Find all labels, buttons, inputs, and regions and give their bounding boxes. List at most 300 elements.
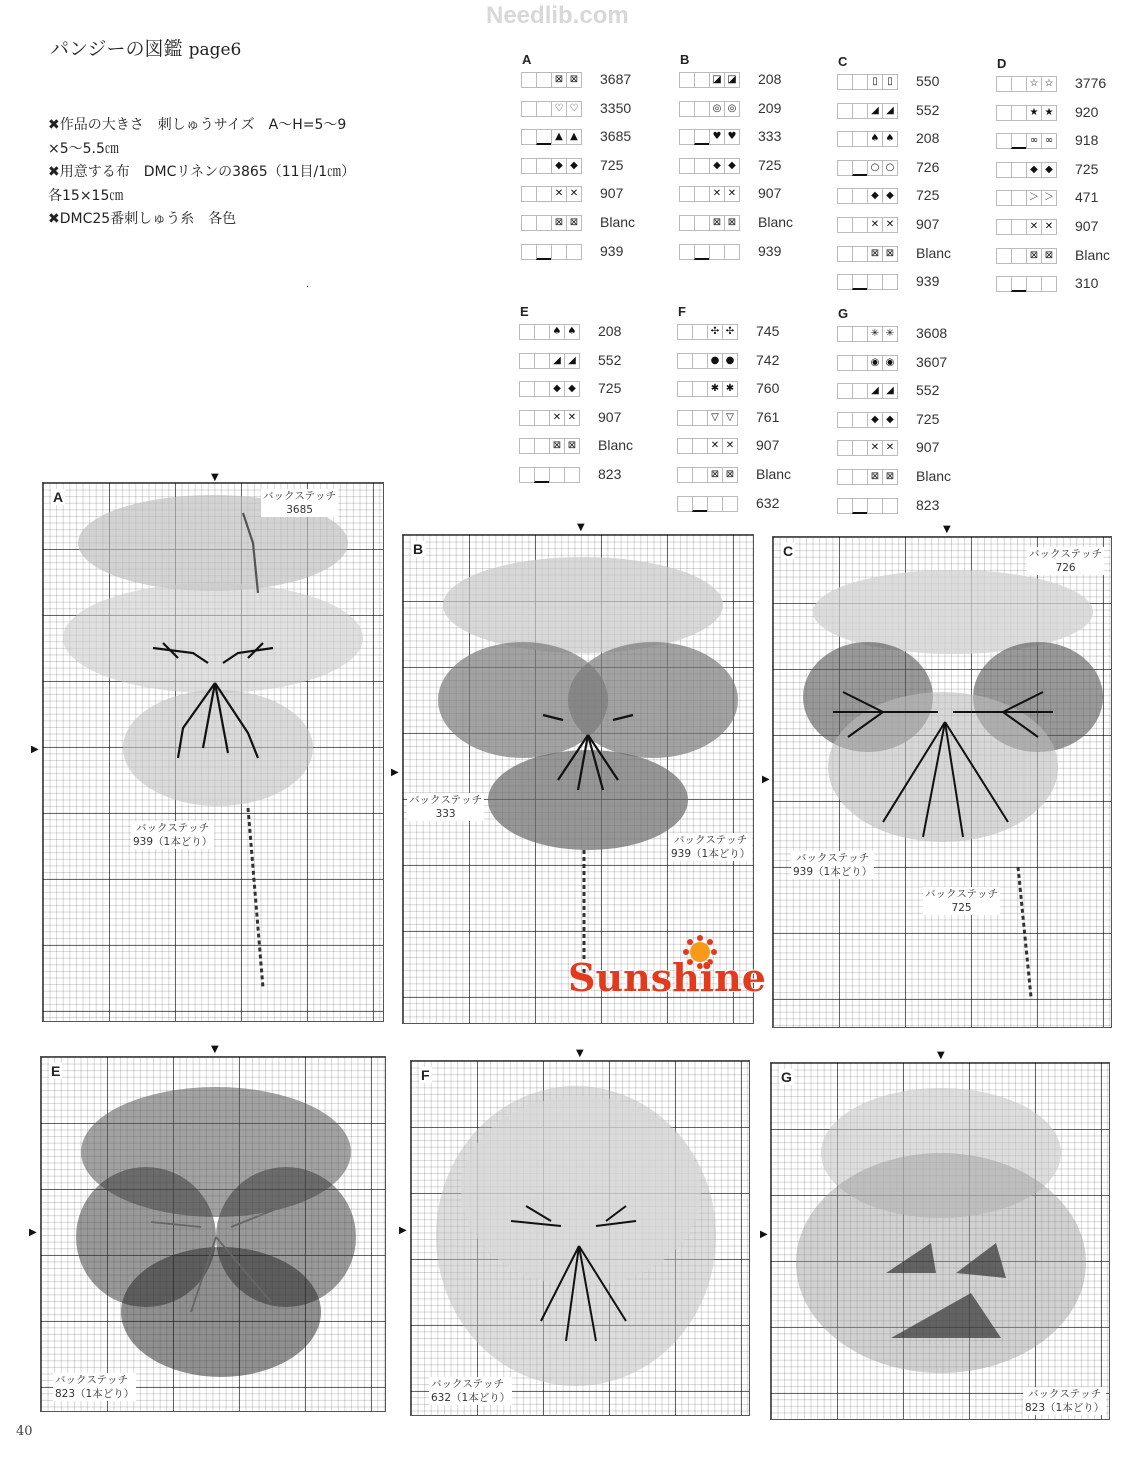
legend-swatch	[678, 381, 738, 397]
legend-swatch	[520, 353, 580, 369]
stitch-symbol-icon	[852, 412, 868, 428]
legend-row	[997, 186, 1142, 215]
dmc-color-code: 333	[758, 128, 782, 145]
stitch-symbol-icon: ⊠	[707, 467, 723, 483]
dmc-color-code: 760	[756, 380, 780, 397]
stitch-symbol-icon	[519, 467, 535, 483]
legend-row	[680, 182, 830, 211]
stitch-symbol-icon: ⊠	[724, 215, 740, 231]
legend-swatch	[838, 440, 898, 456]
legend-row	[838, 184, 988, 213]
legend-swatch	[680, 215, 740, 231]
stitch-symbol-icon	[521, 186, 537, 202]
annotation-b-2	[669, 833, 752, 861]
legend-row	[520, 320, 670, 349]
dmc-color-code: Blanc	[756, 465, 792, 482]
legend-row	[997, 129, 1142, 158]
stitch-symbol-icon	[519, 353, 535, 369]
dmc-color-code: 823	[916, 496, 940, 513]
stitch-symbol-icon: ⊠	[722, 467, 738, 483]
annotation-thread: 333	[435, 808, 456, 820]
legend-row	[522, 68, 672, 97]
stitch-symbol-icon: ◆	[882, 188, 898, 204]
dmc-color-code: 552	[916, 382, 940, 399]
dmc-color-code: 745	[756, 323, 780, 339]
legend-swatch	[997, 133, 1057, 149]
stitch-symbol-icon	[837, 74, 853, 90]
stitch-symbol-icon	[724, 244, 740, 260]
stitch-symbol-icon: ◆	[867, 188, 883, 204]
legend-row	[680, 68, 830, 97]
legend-swatch	[997, 162, 1057, 178]
dmc-color-code: 632	[756, 494, 780, 511]
stitch-symbol-icon	[534, 467, 550, 483]
legend-swatch	[680, 101, 740, 117]
stitch-symbol-icon	[996, 219, 1012, 235]
legend-row	[678, 406, 828, 435]
dmc-color-code: Blanc	[758, 213, 794, 230]
legend-row	[838, 70, 988, 99]
annotation-thread: 939（1本どり）	[671, 848, 751, 860]
dmc-color-code: 209	[758, 99, 782, 116]
legend-swatch	[678, 410, 738, 426]
legend-row	[997, 72, 1142, 101]
legend-row	[838, 379, 988, 408]
dmc-color-code: 3607	[916, 353, 948, 370]
dmc-color-code: 725	[916, 187, 940, 204]
chart-label-g: G	[781, 1069, 792, 1085]
materials-info	[48, 114, 355, 232]
stitch-symbol-icon: ♥	[724, 129, 740, 145]
stitch-symbol-icon: ♡	[551, 101, 567, 117]
stitch-symbol-icon: ♠	[867, 131, 883, 147]
stitch-symbol-icon: ◆	[867, 412, 883, 428]
info-line-fabric-2: 各15×15㎝	[48, 187, 124, 204]
stitch-symbol-icon: ◆	[724, 158, 740, 174]
legend-swatch	[838, 355, 898, 371]
stitch-symbol-icon	[852, 498, 868, 514]
chart-label-c: C	[783, 543, 794, 559]
legend-swatch	[680, 244, 740, 260]
stitch-symbol-icon: ⊠	[566, 72, 582, 88]
legend-row	[522, 182, 672, 211]
stitch-symbol-icon	[996, 76, 1012, 92]
stitch-symbol-icon	[549, 467, 565, 483]
info-line-size	[48, 114, 355, 138]
legend-row	[522, 211, 672, 240]
info-line-fabric	[48, 161, 355, 185]
dmc-color-code: Blanc	[916, 467, 952, 484]
info-text: 用意する布 DMCリネンの3865（11目/1㎝）	[59, 164, 356, 180]
stitch-symbol-icon: ◉	[882, 355, 898, 371]
annotation-g-1	[1023, 1387, 1106, 1415]
stitch-symbol-icon	[852, 74, 868, 90]
stitch-symbol-icon	[536, 215, 552, 231]
stitch-symbol-icon	[837, 355, 853, 371]
chart-label-b: B	[413, 541, 424, 557]
legend-a	[522, 52, 672, 268]
stitch-symbol-icon: ✕	[564, 410, 580, 426]
stitch-symbol-icon	[852, 383, 868, 399]
stitch-symbol-icon: ◢	[882, 103, 898, 119]
stitch-symbol-icon: ✕	[549, 410, 565, 426]
stitch-symbol-icon	[1011, 133, 1027, 149]
info-text: DMC25番刺しゅう糸 各色	[59, 211, 237, 227]
legend-swatch	[838, 469, 898, 485]
dmc-color-code: 939	[600, 242, 624, 259]
dmc-color-code: 208	[598, 323, 622, 339]
annotation-thread: 632（1本どり）	[431, 1392, 511, 1404]
legend-swatch	[838, 74, 898, 90]
annotation-text: バックステッチ	[1029, 548, 1103, 560]
stitch-symbol-icon: ✣	[722, 324, 738, 340]
legend-row	[680, 97, 830, 126]
stitch-symbol-icon	[536, 186, 552, 202]
annotation-e-1	[53, 1373, 136, 1401]
legend-row	[680, 240, 830, 269]
stitch-symbol-icon: ⊠	[549, 438, 565, 454]
legend-swatch	[838, 188, 898, 204]
stitch-symbol-icon: ◢	[882, 383, 898, 399]
stitch-symbol-icon	[534, 324, 550, 340]
stitch-symbol-icon: ◢	[867, 103, 883, 119]
stitch-symbol-icon	[536, 158, 552, 174]
legend-row	[522, 154, 672, 183]
stitch-symbol-icon	[679, 129, 695, 145]
stitch-symbol-icon	[837, 103, 853, 119]
legend-label: E	[520, 304, 529, 319]
dmc-color-code: Blanc	[600, 213, 636, 230]
stitch-symbol-icon	[534, 353, 550, 369]
dmc-color-code: 725	[1075, 160, 1099, 177]
legend-swatch	[522, 244, 582, 260]
dmc-color-code: 939	[916, 273, 940, 290]
stitch-symbol-icon	[692, 438, 708, 454]
pansy-f-pattern	[411, 1061, 749, 1415]
legend-row	[997, 215, 1142, 244]
stitch-symbol-icon	[692, 381, 708, 397]
stitch-symbol-icon: ✕	[724, 186, 740, 202]
legend-row	[838, 436, 988, 465]
stitch-symbol-icon: ◎	[709, 101, 725, 117]
stray-dot: ·	[306, 282, 310, 293]
pansy-g-pattern	[771, 1063, 1109, 1419]
legend-swatch	[997, 190, 1057, 206]
chart-g	[770, 1062, 1110, 1420]
legend-row	[678, 377, 828, 406]
stitch-symbol-icon: ✕	[1026, 219, 1042, 235]
stitch-symbol-icon: ＞	[1041, 190, 1057, 206]
stitch-symbol-icon	[837, 217, 853, 233]
legend-label: C	[838, 54, 848, 69]
legend-d	[997, 56, 1142, 301]
stitch-symbol-icon	[837, 412, 853, 428]
stitch-symbol-icon: ◎	[724, 101, 740, 117]
legend-row	[678, 320, 828, 349]
stitch-symbol-icon	[1011, 162, 1027, 178]
center-arrow-down-icon: ▼	[943, 524, 951, 535]
stitch-symbol-icon	[996, 276, 1012, 292]
dmc-color-code: 920	[1075, 103, 1099, 120]
stitch-symbol-icon	[996, 105, 1012, 121]
legend-swatch	[522, 129, 582, 145]
annotation-text: バックステッチ	[431, 1378, 505, 1390]
legend-swatch	[838, 383, 898, 399]
legend-e	[520, 304, 670, 492]
dmc-color-code: 939	[758, 242, 782, 259]
legend-row	[838, 351, 988, 380]
center-arrow-down-icon: ▼	[577, 522, 585, 533]
legend-row	[997, 158, 1142, 187]
stitch-symbol-icon	[692, 324, 708, 340]
dmc-color-code: 3350	[600, 99, 632, 116]
stitch-symbol-icon: ⊠	[551, 72, 567, 88]
stitch-symbol-icon	[867, 498, 883, 514]
stitch-symbol-icon	[536, 101, 552, 117]
dmc-color-code: 907	[600, 185, 624, 202]
legend-c	[838, 54, 988, 299]
stitch-symbol-icon: ●	[722, 353, 738, 369]
stitch-symbol-icon: ✕	[551, 186, 567, 202]
stitch-symbol-icon	[996, 248, 1012, 264]
stitch-symbol-icon	[692, 467, 708, 483]
annotation-f-1	[429, 1377, 512, 1405]
legend-row	[838, 99, 988, 128]
stitch-symbol-icon: ♠	[882, 131, 898, 147]
annotation-thread: 939（1本どり）	[133, 836, 213, 848]
stitch-symbol-icon	[677, 438, 693, 454]
stitch-symbol-icon: ✕	[882, 440, 898, 456]
legend-row	[522, 125, 672, 154]
dmc-color-code: 726	[916, 158, 940, 175]
stitch-symbol-icon: ▯	[867, 74, 883, 90]
legend-swatch	[522, 186, 582, 202]
legend-label: D	[997, 56, 1007, 71]
stitch-symbol-icon	[679, 215, 695, 231]
stitch-symbol-icon: ◆	[1041, 162, 1057, 178]
dmc-color-code: 208	[916, 130, 940, 147]
annotation-b-1	[407, 793, 484, 821]
stitch-symbol-icon: ✕	[707, 438, 723, 454]
dmc-color-code: 3685	[600, 128, 632, 145]
chart-label-a: A	[53, 489, 64, 505]
chart-c	[772, 536, 1112, 1028]
stitch-symbol-icon	[521, 244, 537, 260]
stitch-symbol-icon: ●	[707, 353, 723, 369]
stitch-symbol-icon: ⊠	[1041, 248, 1057, 264]
stitch-symbol-icon	[564, 467, 580, 483]
stitch-symbol-icon: ✕	[722, 438, 738, 454]
legend-label: F	[678, 304, 686, 319]
stitch-symbol-icon	[852, 274, 868, 290]
legend-row	[678, 349, 828, 378]
stitch-symbol-icon	[677, 381, 693, 397]
chart-e	[40, 1056, 386, 1412]
legend-swatch	[522, 215, 582, 231]
stitch-symbol-icon	[852, 326, 868, 342]
center-arrow-down-icon: ▼	[211, 1044, 219, 1055]
legend-swatch	[520, 381, 580, 397]
stitch-symbol-icon: ♡	[566, 101, 582, 117]
chart-label-f: F	[421, 1067, 430, 1083]
stitch-symbol-icon: ▲	[566, 129, 582, 145]
stitch-symbol-icon	[867, 274, 883, 290]
legend-swatch	[838, 131, 898, 147]
stitch-symbol-icon	[677, 496, 693, 512]
stitch-symbol-icon: ◆	[551, 158, 567, 174]
stitch-symbol-icon	[677, 410, 693, 426]
legend-swatch	[678, 496, 738, 512]
legend-swatch	[838, 160, 898, 176]
stitch-symbol-icon: ◢	[564, 353, 580, 369]
stitch-symbol-icon	[1011, 219, 1027, 235]
stitch-symbol-icon: ◪	[724, 72, 740, 88]
legend-swatch	[838, 274, 898, 290]
stitch-symbol-icon	[996, 133, 1012, 149]
legend-row	[520, 434, 670, 463]
stitch-symbol-icon: ✕	[882, 217, 898, 233]
dmc-color-code: 552	[916, 101, 940, 118]
page-title	[50, 34, 241, 61]
legend-row	[680, 211, 830, 240]
stitch-symbol-icon	[519, 381, 535, 397]
stitch-symbol-icon: ♠	[564, 324, 580, 340]
stitch-symbol-icon	[852, 188, 868, 204]
legend-swatch	[680, 186, 740, 202]
legend-row	[520, 377, 670, 406]
legend-row	[838, 127, 988, 156]
stitch-symbol-icon: ◉	[867, 355, 883, 371]
legend-row	[678, 463, 828, 492]
stitch-symbol-icon: ▲	[551, 129, 567, 145]
dmc-color-code: 907	[916, 439, 940, 456]
legend-row	[838, 322, 988, 351]
annotation-text: バックステッチ	[925, 888, 999, 900]
bullet-icon: ✖	[48, 211, 60, 227]
dmc-color-code: 550	[916, 73, 940, 89]
stitch-symbol-icon	[519, 324, 535, 340]
stitch-symbol-icon: ▽	[722, 410, 738, 426]
legend-swatch	[838, 246, 898, 262]
annotation-text: バックステッチ	[674, 834, 748, 846]
stitch-symbol-icon	[566, 244, 582, 260]
stitch-symbol-icon: ◆	[549, 381, 565, 397]
annotation-thread: 823（1本どり）	[1025, 1402, 1105, 1414]
stitch-symbol-icon	[521, 129, 537, 145]
stitch-symbol-icon	[852, 131, 868, 147]
legend-swatch	[997, 248, 1057, 264]
stitch-symbol-icon	[536, 72, 552, 88]
stitch-symbol-icon: ⊠	[882, 246, 898, 262]
stitch-symbol-icon: ◪	[709, 72, 725, 88]
center-arrow-right-icon: ▶	[31, 744, 39, 755]
stitch-symbol-icon	[837, 160, 853, 176]
stitch-symbol-icon	[677, 353, 693, 369]
stitch-symbol-icon: ☆	[1041, 76, 1057, 92]
stitch-symbol-icon	[837, 383, 853, 399]
legend-swatch	[520, 467, 580, 483]
legend-swatch	[997, 105, 1057, 121]
stitch-symbol-icon	[694, 158, 710, 174]
stitch-symbol-icon: ✳	[867, 326, 883, 342]
stitch-symbol-icon: ⊠	[566, 215, 582, 231]
info-line-size-2: ×5〜5.5㎝	[48, 140, 119, 157]
legend-row	[522, 97, 672, 126]
stitch-symbol-icon: ✱	[707, 381, 723, 397]
legend-swatch	[678, 467, 738, 483]
dmc-color-code: 3608	[916, 325, 948, 341]
stitch-symbol-icon	[852, 103, 868, 119]
dmc-color-code: 823	[598, 465, 622, 482]
stitch-symbol-icon: ＞	[1026, 190, 1042, 206]
annotation-c-3	[923, 887, 1000, 915]
stitch-symbol-icon	[519, 438, 535, 454]
center-arrow-right-icon: ▶	[391, 767, 399, 778]
annotation-c-2	[791, 851, 874, 879]
dmc-color-code: 761	[756, 408, 780, 425]
stitch-symbol-icon: ✕	[709, 186, 725, 202]
stitch-symbol-icon: ▯	[882, 74, 898, 90]
legend-swatch	[520, 324, 580, 340]
annotation-text: バックステッチ	[263, 490, 337, 502]
stitch-symbol-icon: ◢	[867, 383, 883, 399]
dmc-color-code: 3687	[600, 71, 632, 87]
stitch-symbol-icon: ⊠	[551, 215, 567, 231]
info-text: 作品の大きさ 刺しゅうサイズ A〜H=5〜9	[59, 117, 347, 133]
legend-row	[838, 408, 988, 437]
bullet-icon: ✖	[48, 117, 60, 133]
stitch-symbol-icon: ◆	[566, 158, 582, 174]
legend-swatch	[678, 324, 738, 340]
stitch-symbol-icon	[536, 244, 552, 260]
stitch-symbol-icon	[534, 438, 550, 454]
dmc-color-code: 907	[756, 437, 780, 454]
chart-a	[42, 482, 384, 1022]
center-arrow-down-icon: ▼	[211, 472, 219, 483]
stitch-symbol-icon: ♠	[549, 324, 565, 340]
stitch-symbol-icon	[694, 129, 710, 145]
annotation-a-2	[131, 821, 214, 849]
legend-label: A	[522, 52, 532, 67]
stitch-symbol-icon	[837, 326, 853, 342]
center-arrow-right-icon: ▶	[29, 1227, 37, 1238]
chart-f	[410, 1060, 750, 1416]
stitch-symbol-icon: ✳	[882, 326, 898, 342]
dmc-color-code: Blanc	[916, 244, 952, 261]
stitch-symbol-icon	[679, 244, 695, 260]
legend-swatch	[997, 219, 1057, 235]
stitch-symbol-icon	[852, 246, 868, 262]
legend-f	[678, 304, 828, 520]
pansy-c-pattern	[773, 537, 1111, 1027]
center-arrow-right-icon: ▶	[762, 774, 770, 785]
stitch-symbol-icon	[694, 101, 710, 117]
stitch-symbol-icon	[679, 158, 695, 174]
stitch-symbol-icon: ✣	[707, 324, 723, 340]
legend-row	[678, 492, 828, 521]
stitch-symbol-icon	[692, 353, 708, 369]
stitch-symbol-icon: ⊠	[564, 438, 580, 454]
stitch-symbol-icon: ♥	[709, 129, 725, 145]
legend-row	[838, 242, 988, 271]
legend-swatch	[520, 410, 580, 426]
stitch-symbol-icon: ⊠	[867, 469, 883, 485]
legend-row	[680, 125, 830, 154]
legend-row	[838, 156, 988, 185]
annotation-text: バックステッチ	[409, 794, 483, 806]
legend-swatch	[838, 103, 898, 119]
legend-swatch	[838, 326, 898, 342]
